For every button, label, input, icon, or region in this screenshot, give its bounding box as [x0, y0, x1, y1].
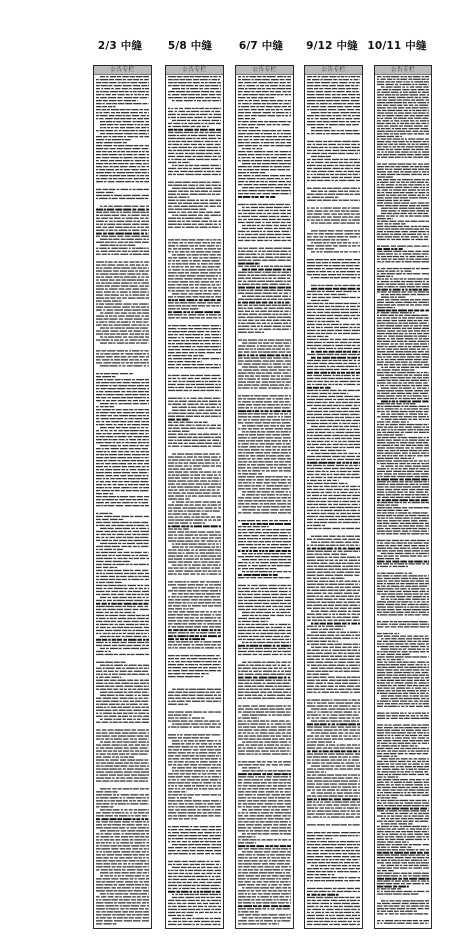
- strip-header: 公告专栏: [94, 66, 151, 75]
- strip-header: 公告专栏: [166, 66, 223, 75]
- strip-text-body: [377, 75, 429, 926]
- gutter-strip-9-12: [304, 65, 363, 929]
- strip-header: 公告专栏: [236, 66, 293, 75]
- strip-text-body: [238, 75, 291, 926]
- strip-text-body: [307, 75, 360, 926]
- newsprint-texture: [307, 75, 360, 926]
- column-label-5-8: 5/8 中缝: [167, 40, 213, 52]
- strip-header: 公告专栏: [375, 66, 431, 75]
- gutter-strip-5-8: [165, 65, 224, 929]
- strip-text-body: [96, 75, 149, 926]
- gutter-strip-6-7: [235, 65, 294, 929]
- strip-header: 公告专栏: [305, 66, 362, 75]
- strip-text-body: [168, 75, 221, 926]
- newsprint-texture: [168, 75, 221, 926]
- newsprint-texture: [96, 75, 149, 926]
- gutter-strip-10-11: [374, 65, 432, 929]
- column-label-2-3: 2/3 中缝: [97, 40, 143, 52]
- gutter-strip-2-3: [93, 65, 152, 929]
- column-label-10-11: 10/11 中缝: [367, 40, 427, 52]
- column-label-9-12: 9/12 中缝: [306, 40, 358, 52]
- newsprint-texture: [238, 75, 291, 926]
- newsprint-texture: [377, 75, 429, 926]
- column-label-6-7: 6/7 中缝: [238, 40, 284, 52]
